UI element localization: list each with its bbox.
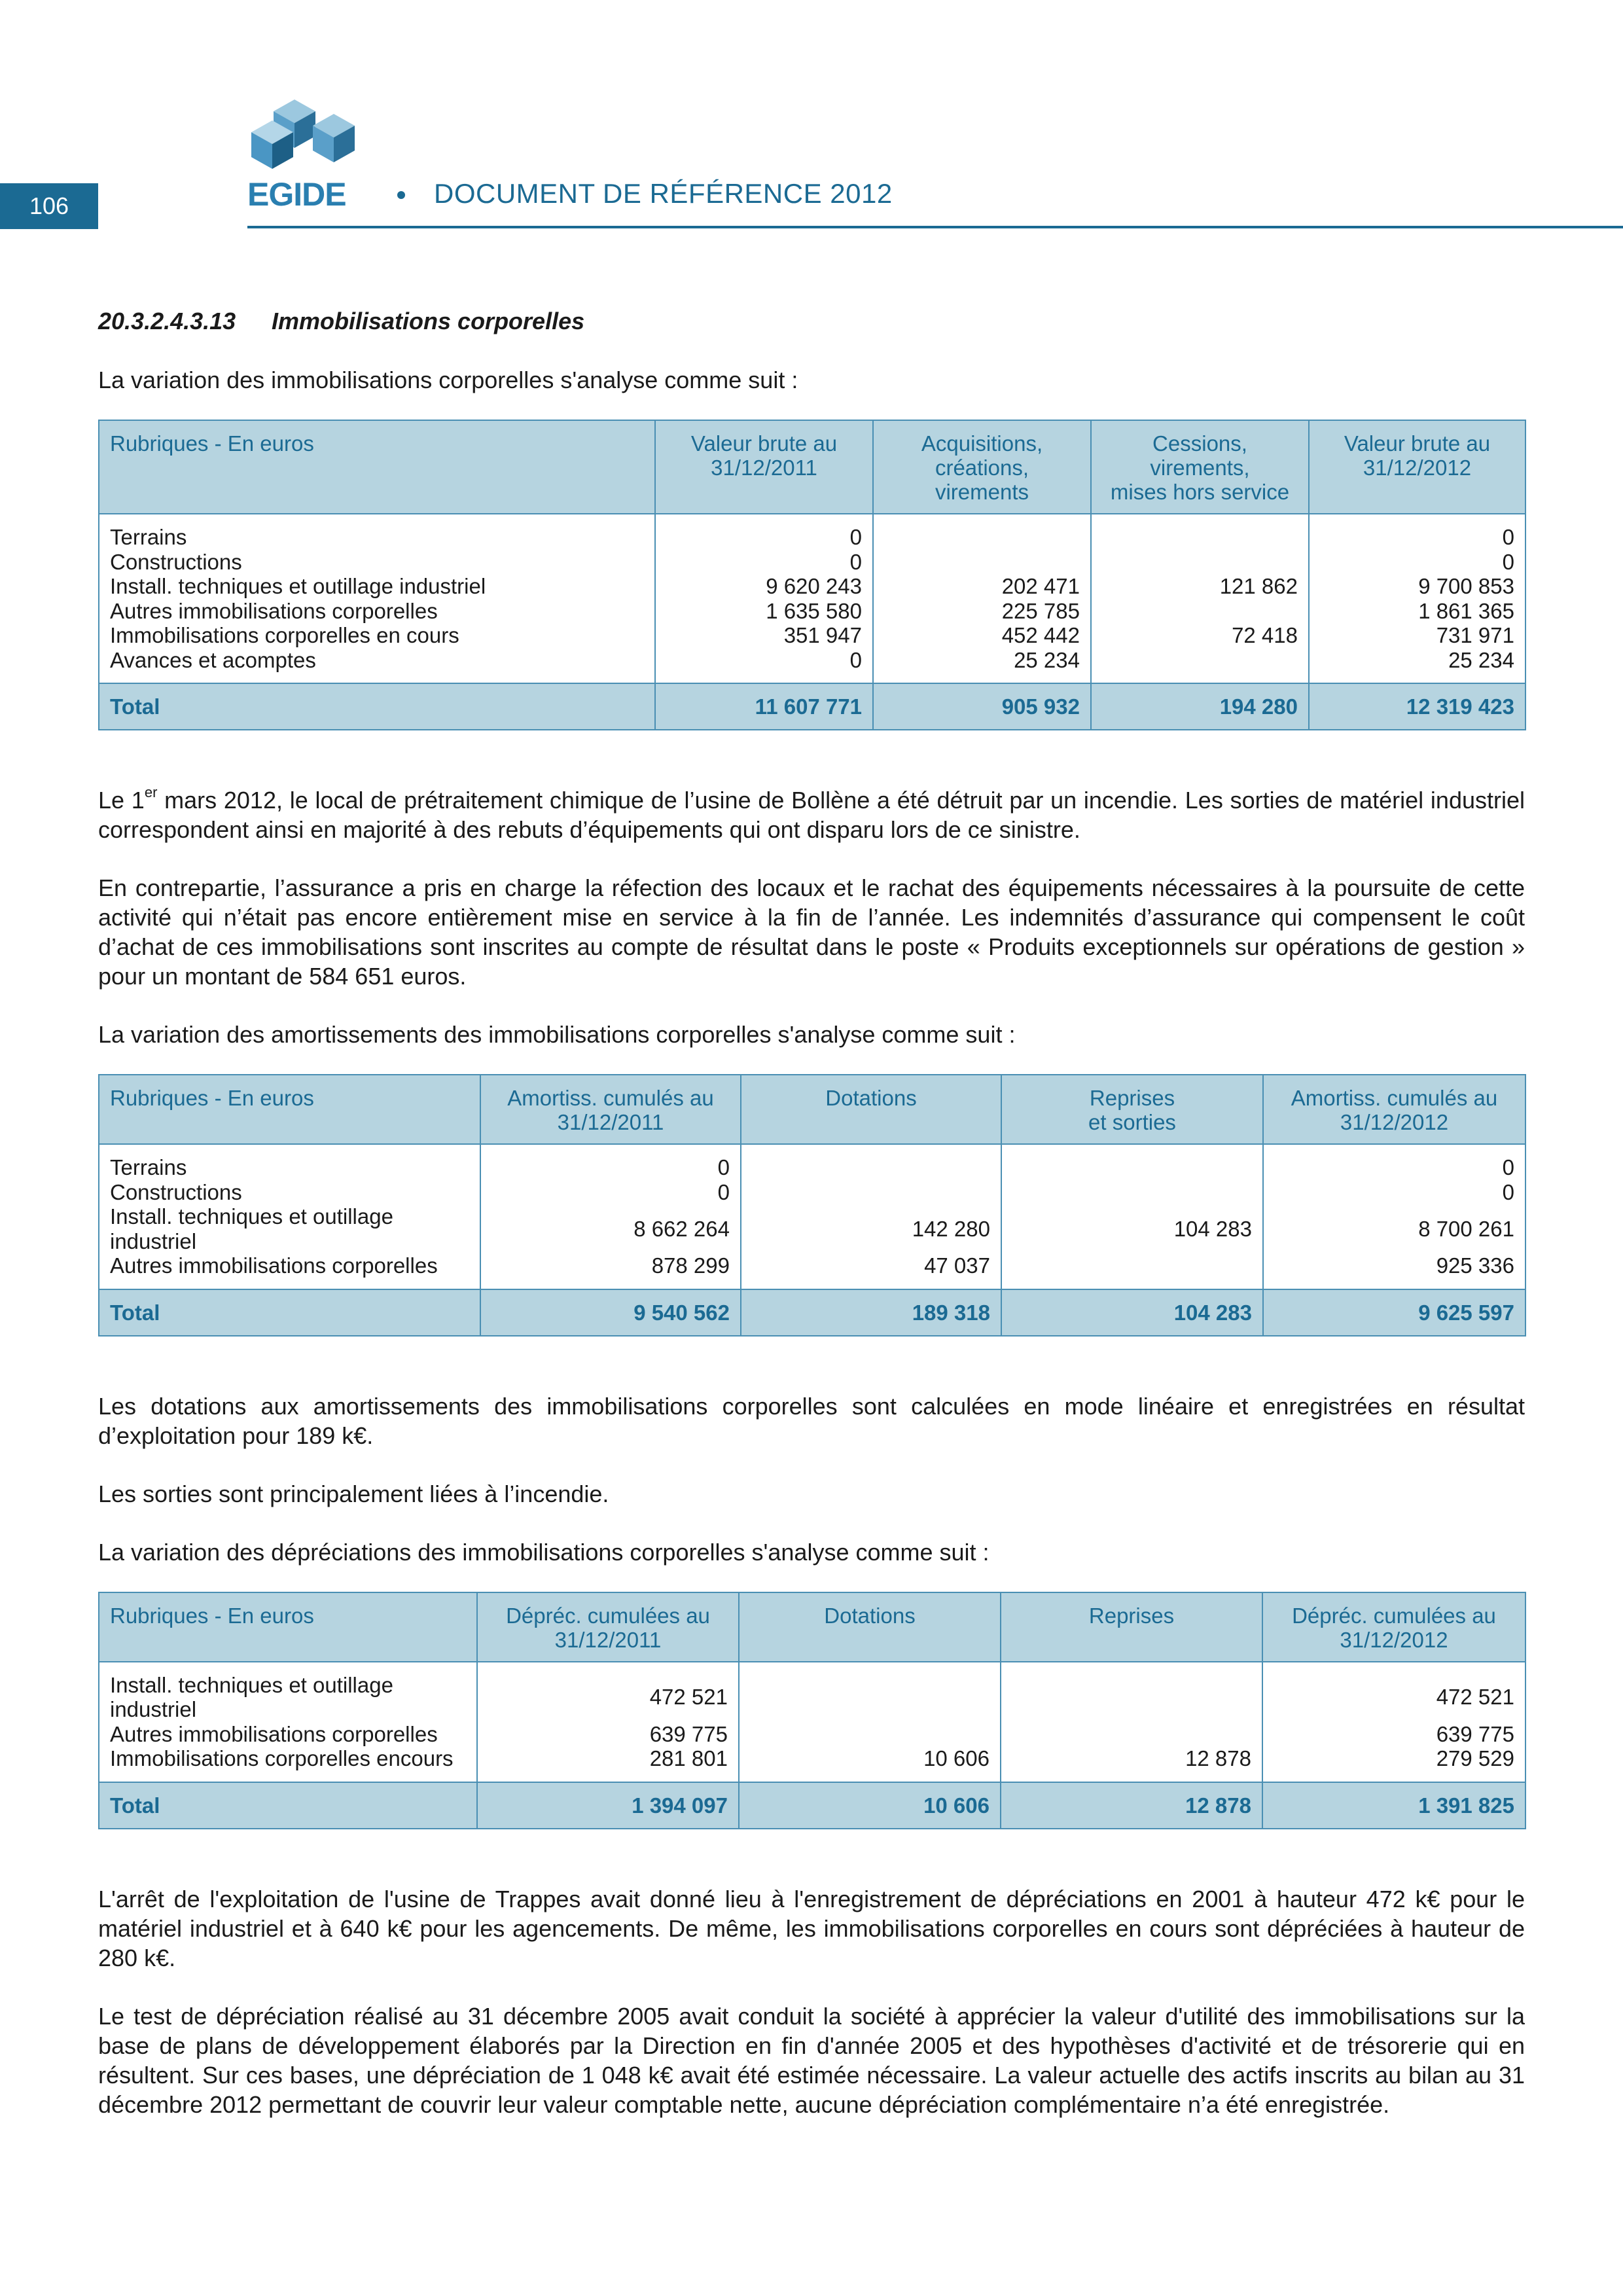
table-row	[99, 550, 1525, 575]
total-value: 194 280	[1091, 683, 1309, 730]
gross-values-table	[98, 420, 1526, 730]
row-value: 878 299	[480, 1253, 741, 1289]
row-label: Immobilisations corporelles en cours	[99, 623, 655, 648]
table-row	[99, 648, 1525, 684]
table-row	[99, 1253, 1525, 1289]
column-header-label: Rubriques - En euros	[99, 420, 655, 514]
section-heading	[98, 308, 1525, 335]
row-value: 10 606	[739, 1746, 1001, 1782]
column-header: Reprises et sorties	[1001, 1075, 1263, 1144]
column-header: Dotations	[739, 1592, 1001, 1662]
egide-logo-text: EGIDE	[247, 176, 346, 213]
paragraph-fire: Le 1er mars 2012, le local de prétraitement chimique de l’usine de Bollène a été détruit par un incendie. Les sorties de matériel industriel correspondent ainsi en majorité à des rebuts d’équipements qui ont disparu lors de ce sinistre.	[98, 784, 1525, 843]
row-value: 72 418	[1091, 623, 1309, 648]
row-value: 12 878	[1001, 1746, 1262, 1782]
page-content	[98, 308, 1525, 2148]
total-value: 189 318	[741, 1289, 1001, 1336]
row-value: 8 662 264	[480, 1204, 741, 1253]
row-value	[741, 1144, 1001, 1180]
row-value: 925 336	[1263, 1253, 1525, 1289]
row-value: 0	[655, 514, 873, 550]
total-label: Total	[99, 683, 655, 730]
column-header-label: Rubriques - En euros	[99, 1075, 480, 1144]
row-value	[741, 1180, 1001, 1205]
paragraph-impairment-test: Le test de dépréciation réalisé au 31 décembre 2005 avait conduit la société à apprécier la valeur d'utilité des immobilisations sur la base de plans de développement élaborés par la Direction en fin d'année 2005 et des hypothèses d'activité et de trésorerie qui en résultent. Sur ces bases, une dépréciation de 1 048 k€ avait été estimée nécessaire. La valeur actuelle des actifs inscrits au bilan au 31 décembre 2012 permettant de couvrir leur valeur comptable nette, aucune dépréciation complémentaire n’a été enregistrée.	[98, 2002, 1525, 2118]
document-title: DOCUMENT DE RÉFÉRENCE 2012	[434, 178, 893, 209]
table-header-row	[99, 1075, 1525, 1144]
column-header: Amortiss. cumulés au 31/12/2012	[1263, 1075, 1525, 1144]
table-row	[99, 1722, 1525, 1747]
row-label: Install. techniques et outillage industriel	[99, 574, 655, 599]
table-row	[99, 1746, 1525, 1782]
row-value: 121 862	[1091, 574, 1309, 599]
total-value: 905 932	[873, 683, 1091, 730]
table-header-row	[99, 420, 1525, 514]
row-label: Install. techniques et outillage industriel	[99, 1662, 477, 1722]
row-value: 0	[655, 648, 873, 684]
table-row	[99, 1204, 1525, 1253]
total-row	[99, 1289, 1525, 1336]
row-value: 1 635 580	[655, 599, 873, 624]
row-value	[1001, 1144, 1263, 1180]
row-label: Constructions	[99, 1180, 480, 1205]
row-value	[1091, 550, 1309, 575]
row-label: Autres immobilisations corporelles	[99, 1722, 477, 1747]
table-row	[99, 1180, 1525, 1205]
row-value: 0	[480, 1144, 741, 1180]
row-label: Autres immobilisations corporelles	[99, 599, 655, 624]
row-value: 9 700 853	[1309, 574, 1525, 599]
total-row	[99, 1782, 1525, 1829]
row-label: Terrains	[99, 514, 655, 550]
row-value: 0	[1263, 1144, 1525, 1180]
row-value: 9 620 243	[655, 574, 873, 599]
row-value	[1001, 1253, 1263, 1289]
row-value: 225 785	[873, 599, 1091, 624]
row-value: 142 280	[741, 1204, 1001, 1253]
column-header: Valeur brute au 31/12/2011	[655, 420, 873, 514]
table-row	[99, 599, 1525, 624]
row-value: 452 442	[873, 623, 1091, 648]
table-header-row	[99, 1592, 1525, 1662]
row-value: 472 521	[1262, 1662, 1525, 1722]
column-header: Reprises	[1001, 1592, 1262, 1662]
row-label: Immobilisations corporelles encours	[99, 1746, 477, 1782]
row-value	[1001, 1722, 1262, 1747]
header-rule	[247, 226, 1623, 228]
table-row	[99, 623, 1525, 648]
column-header: Cessions, virements, mises hors service	[1091, 420, 1309, 514]
total-value: 12 319 423	[1309, 683, 1525, 730]
impairment-table	[98, 1592, 1526, 1829]
total-value: 11 607 771	[655, 683, 873, 730]
row-value	[739, 1662, 1001, 1722]
column-header: Amortiss. cumulés au 31/12/2011	[480, 1075, 741, 1144]
row-label: Autres immobilisations corporelles	[99, 1253, 480, 1289]
total-row	[99, 683, 1525, 730]
total-value: 9 625 597	[1263, 1289, 1525, 1336]
row-value: 0	[1309, 550, 1525, 575]
intro-gross-values: La variation des immobilisations corporelles s'analyse comme suit :	[98, 367, 798, 393]
row-value: 202 471	[873, 574, 1091, 599]
total-value: 104 283	[1001, 1289, 1263, 1336]
row-value	[1091, 599, 1309, 624]
row-value: 279 529	[1262, 1746, 1525, 1782]
column-header-label: Rubriques - En euros	[99, 1592, 477, 1662]
row-value	[1001, 1662, 1262, 1722]
column-header: Valeur brute au 31/12/2012	[1309, 420, 1525, 514]
total-value: 9 540 562	[480, 1289, 741, 1336]
row-value: 0	[1263, 1180, 1525, 1205]
total-label: Total	[99, 1782, 477, 1829]
row-label: Terrains	[99, 1144, 480, 1180]
amortization-table	[98, 1074, 1526, 1336]
row-value: 0	[655, 550, 873, 575]
row-value: 47 037	[741, 1253, 1001, 1289]
row-value	[873, 550, 1091, 575]
paragraph-dotations: Les dotations aux amortissements des immobilisations corporelles sont calculées en mode linéaire et enregistrées en résultat d’exploitation pour 189 k€.	[98, 1392, 1525, 1449]
total-value: 1 394 097	[477, 1782, 739, 1829]
header-bullet	[397, 191, 405, 199]
row-label: Install. techniques et outillage industriel	[99, 1204, 480, 1253]
page-number: 106	[0, 183, 98, 229]
row-value: 731 971	[1309, 623, 1525, 648]
paragraph-trappes: L'arrêt de l'exploitation de l'usine de Trappes avait donné lieu à l'enregistrement de dépréciations en 2001 à hauteur 472 k€ pour le matériel industriel et à 640 k€ pour les agencements. De même, les immobilisations corporelles en cours sont dépréciées à hauteur de 280 k€.	[98, 1885, 1525, 1971]
row-value	[1001, 1180, 1263, 1205]
row-value: 639 775	[477, 1722, 739, 1747]
row-value	[739, 1722, 1001, 1747]
row-value: 281 801	[477, 1746, 739, 1782]
intro-amortization: La variation des amortissements des immobilisations corporelles s'analyse comme suit :	[98, 1021, 1016, 1048]
total-value: 10 606	[739, 1782, 1001, 1829]
table-row	[99, 514, 1525, 550]
column-header: Dépréc. cumulées au 31/12/2012	[1262, 1592, 1525, 1662]
row-value	[1091, 514, 1309, 550]
row-value: 351 947	[655, 623, 873, 648]
paragraph-insurance: En contrepartie, l’assurance a pris en charge la réfection des locaux et le rachat des équipements nécessaires à la poursuite de cette activité qui n’était pas encore entièrement mise en service à la fin de l’année. Les indemnités d’assurance qui compensent le coût d’achat de ces immobilisations sont inscrites au compte de résultat dans le poste « Produits exceptionnels sur opérations de gestion » pour un montant de 584 651 euros.	[98, 874, 1525, 990]
table-row	[99, 574, 1525, 599]
column-header: Dépréc. cumulées au 31/12/2011	[477, 1592, 739, 1662]
intro-impairment: La variation des dépréciations des immobilisations corporelles s'analyse comme suit :	[98, 1538, 990, 1566]
row-value	[1091, 648, 1309, 684]
table-row	[99, 1662, 1525, 1722]
row-value: 25 234	[873, 648, 1091, 684]
row-value	[873, 514, 1091, 550]
row-value: 639 775	[1262, 1722, 1525, 1747]
row-value: 104 283	[1001, 1204, 1263, 1253]
row-label: Avances et acomptes	[99, 648, 655, 684]
section-title: Immobilisations corporelles	[272, 308, 585, 334]
table-row	[99, 1144, 1525, 1180]
row-value: 0	[480, 1180, 741, 1205]
row-value: 1 861 365	[1309, 599, 1525, 624]
column-header: Dotations	[741, 1075, 1001, 1144]
total-label: Total	[99, 1289, 480, 1336]
row-value: 0	[1309, 514, 1525, 550]
row-value: 25 234	[1309, 648, 1525, 684]
row-value: 8 700 261	[1263, 1204, 1525, 1253]
section-number: 20.3.2.4.3.13	[98, 308, 236, 334]
total-value: 12 878	[1001, 1782, 1262, 1829]
total-value: 1 391 825	[1262, 1782, 1525, 1829]
paragraph-sorties: Les sorties sont principalement liées à l’incendie.	[98, 1480, 609, 1507]
row-label: Constructions	[99, 550, 655, 575]
column-header: Acquisitions, créations, virements	[873, 420, 1091, 514]
row-value: 472 521	[477, 1662, 739, 1722]
